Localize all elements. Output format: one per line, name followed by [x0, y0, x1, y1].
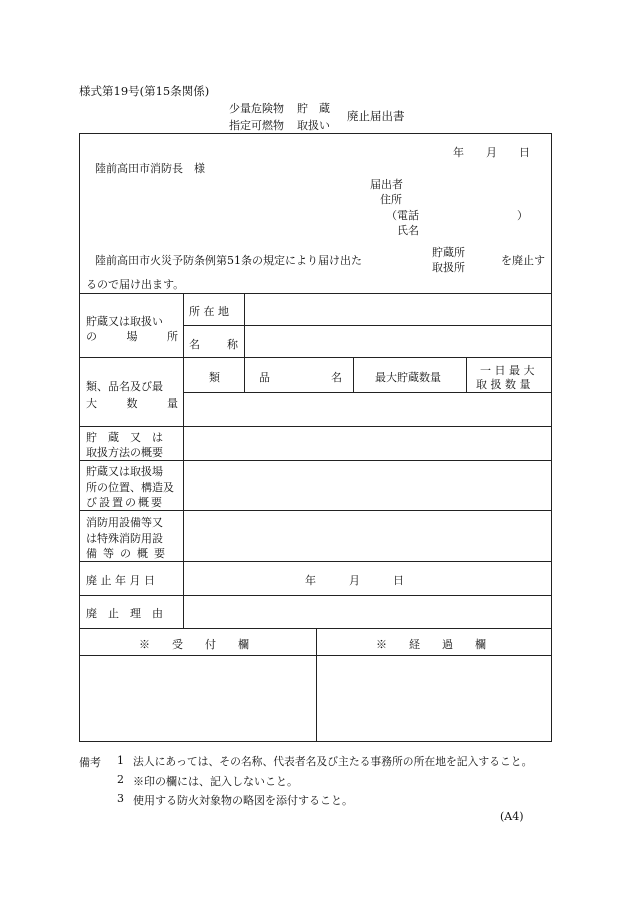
rule	[466, 357, 467, 392]
note-3: 使用する防火対象物の略図を添付すること。	[133, 794, 353, 807]
col-type: 類	[209, 371, 220, 384]
location-label-b	[86, 328, 178, 344]
body-text-1: 陸前高田市火災予防条例第51条の規定により届け出た	[95, 254, 362, 267]
rule	[244, 357, 245, 392]
rule	[183, 325, 552, 326]
body-tail: を廃止す	[501, 254, 545, 267]
col-daily-a: 一 日 最 大	[480, 364, 535, 377]
method-label-b: 取扱方法の概要	[86, 446, 163, 459]
col-daily-b: 取 扱 数 量	[476, 378, 531, 391]
name-field-label	[189, 336, 238, 352]
paper-size: (A4)	[500, 810, 524, 823]
body-text-2: るので届け出ます。	[86, 278, 185, 291]
name-label: 氏名	[397, 224, 419, 237]
rule	[353, 357, 354, 392]
place-storage: 貯蔵所	[432, 246, 465, 259]
rule	[244, 293, 245, 358]
rule	[183, 293, 184, 628]
note-2: ※印の欄には、記入しないこと。	[133, 775, 298, 788]
rule	[79, 595, 552, 596]
notes-label: 備考	[79, 756, 101, 769]
title-line2: 指定可燃物	[229, 119, 284, 132]
items-label-b	[86, 395, 178, 411]
rule	[316, 628, 317, 742]
note-1-number: 1	[117, 754, 124, 767]
note-2-number: 2	[117, 773, 124, 786]
fire-label-b: は特殊消防用設	[86, 532, 163, 545]
place-handling: 取扱所	[432, 261, 465, 274]
addressee: 陸前高田市消防長 様	[95, 162, 205, 175]
label-char: の	[86, 330, 97, 343]
rule	[79, 293, 552, 294]
col-item-a: 品	[259, 371, 270, 384]
label-char: 量	[167, 397, 178, 410]
label-char: 所	[167, 330, 178, 343]
label-char: 大	[86, 397, 97, 410]
abolish-reason-label: 廃 止 理 由	[86, 607, 163, 620]
label-char: 場	[126, 330, 138, 343]
title-line1: 少量危険物	[229, 102, 284, 115]
label-char: 称	[227, 338, 238, 351]
location-label-a: 貯蔵又は取扱い	[86, 315, 163, 328]
label-char: 名	[189, 338, 200, 351]
fire-label-c: 備等の概要	[86, 547, 171, 560]
rule	[79, 460, 552, 461]
address-field-label: 所 在 地	[189, 305, 229, 318]
phone-close: ）	[517, 209, 528, 222]
rule	[183, 392, 552, 393]
title-storage: 貯 蔵	[297, 102, 330, 115]
submitter-label: 届出者	[370, 178, 403, 191]
col-item-b: 名	[331, 371, 342, 384]
facility-label-a: 貯蔵又は取扱場	[86, 465, 163, 478]
phone-label: （電話	[386, 209, 419, 222]
rule	[79, 510, 552, 511]
rule	[79, 561, 552, 562]
note-1: 法人にあっては、その名称、代表者名及び主たる事務所の所在地を記入すること。	[133, 755, 533, 768]
method-label-a: 貯 蔵 又 は	[86, 431, 163, 444]
progress-header: ※ 経 過 欄	[376, 638, 486, 651]
title-handling: 取扱い	[297, 119, 330, 132]
form-number: 様式第19号(第15条関係)	[79, 84, 210, 98]
abolish-date-value: 年 月 日	[305, 574, 404, 587]
fire-label-a: 消防用設備等又	[86, 516, 163, 529]
date-field: 年 月 日	[453, 146, 530, 159]
reception-header: ※ 受 付 欄	[139, 638, 249, 651]
note-3-number: 3	[117, 792, 124, 805]
items-label-a: 類、品名及び最	[86, 380, 163, 393]
facility-label-c: び設置の概要	[86, 496, 164, 509]
rule	[79, 426, 552, 427]
abolish-date-label: 廃 止 年 月 日	[86, 574, 155, 587]
col-max-storage: 最大貯蔵数量	[375, 371, 441, 384]
facility-label-b: 所の位置、構造及	[86, 481, 174, 494]
address-label: 住所	[380, 193, 402, 206]
rule	[79, 357, 552, 358]
document-title: 廃止届出書	[347, 109, 405, 123]
label-char: 数	[126, 397, 138, 410]
